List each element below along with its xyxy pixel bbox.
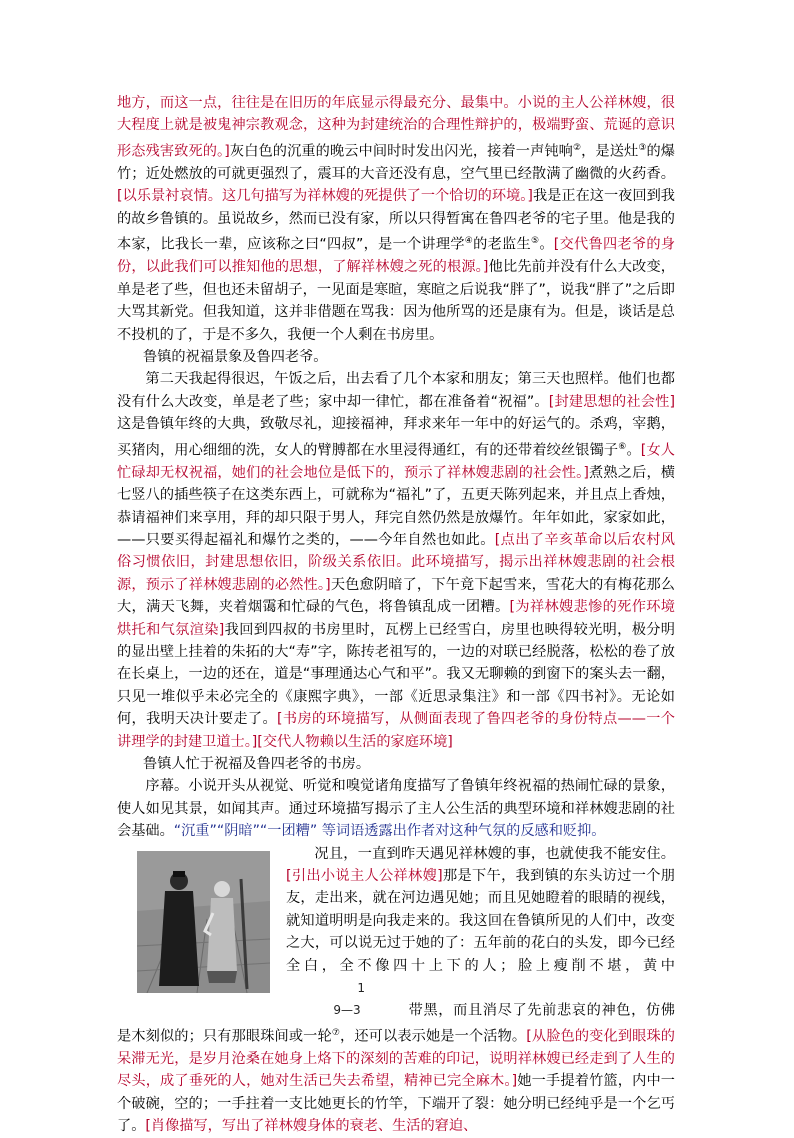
annotation: [以乐景衬哀情。这几句描写为祥林嫂的死提供了一个恰切的环境。] <box>117 188 533 205</box>
annotation: [女人忙碌却无权祝福，她们的社会地位是低下的，预示了祥林嫂悲剧的社会性。] <box>117 442 675 481</box>
annotation: [从脸色的变化到眼珠的呆滞无光，是岁月沧桑在她身上烙下的深刻的苦难的印记，说明祥林嫂已经走到了人生的尽头，成了垂死的人，她对生活已失去希望，精神已完全麻木。] <box>117 1028 675 1090</box>
annotation: [引出小说主人公祥林嫂] <box>286 868 443 885</box>
paragraph-3: 序幕。小说开头从视觉、听觉和嗅觉诸角度描写了鲁镇年终祝福的热闹忙碌的景象，使人如见其景，如闻其声。通过环境描写揭示了主人公生活的典型环境和祥林嫂悲剧的社会基础。“沉重”“阴暗”“一团糟” 等词语透露出作者对这种气氛的反感和贬抑。 <box>117 778 675 840</box>
blue-note: “沉重”“阴暗”“一团糟” 等词语透露出作者对这种气氛的反感和贬抑。 <box>173 823 606 840</box>
paragraph-4: 况且，一直到昨天遇见祥林嫂的事，也就使我不能安住。[引出小说主人公祥林嫂]那是下午，我到镇的东头访过一个朋友，走出来，就在河边遇见她；而且见她瞪着的眼睛的视线，就知道明明是向我走来的。我这回在鲁镇所见的人们中，改变之大，可以说无过于她的了：五年前的花白的头发，即今已经全白，全不像四十上下的人；脸上瘦削不堪，黄中19—3 带黑，而且消尽了先前悲哀的神色，仿佛是木刻似的；只有那眼珠间或一轮⑦，还可以表示她是一个活物。[从脸色的变化到眼珠的呆滞无光，是岁月沧桑在她身上烙下的深刻的苦难的印记，说明祥林嫂已经走到了人生的尽头，成了垂死的人，她对生活已失去希望，精神已完全麻木。]她一手提着竹篮，内中一个破碗，空的；一手拄着一支比她更长的竹竿，下端开了裂：她分明已经纯乎是一个乞丐了。[肖像描写，写出了祥林嫂身体的衰老、生活的窘迫、 <box>117 845 675 1135</box>
annotation: [点出了辛亥革命以后农村风俗习惯依旧，封建思想依旧，阶级关系依旧。此环境描写，揭示出祥林嫂悲剧的社会根源，预示了祥林嫂悲剧的必然性。] <box>117 531 675 593</box>
annotation: [书房的环境描写，从侧面表现了鲁四老爷的身份特点——一个讲理学的封建卫道士。][交代人物赖以生活的家庭环境] <box>117 711 675 750</box>
paragraph-2: 第二天我起得很迟，午饭之后，出去看了几个本家和朋友；第三天也照样。他们也都没有什么大改变，单是老了些；家中却一律忙，都在准备着“祝福”。[封建思想的社会性]这是鲁镇年终的大典，致敬尽礼，迎接福神，拜求来年一年中的好运气的。杀鸡，宰鹅，买猪肉，用心细细的洗，女人的臂膊都在水里浸得通红，有的还带着绞丝银镯子⑥。[女人忙碌却无权祝福，她们的社会地位是低下的，预示了祥林嫂悲剧的社会性。]煮熟之后，横七竖八的插些筷子在这类东西上，可就称为“福礼”了，五更天陈列起来，并且点上香烛，恭请福神们来享用，拜的却只限于男人，拜完自然仍然是放爆竹。年年如此，家家如此，——只要买得起福礼和爆竹之类的，——今年自然也如此。[点出了辛亥革命以后农村风俗习惯依旧，封建思想依旧，阶级关系依旧。此环境描写，揭示出祥林嫂悲剧的社会根源，预示了祥林嫂悲剧的必然性。]天色愈阴暗了，下午竟下起雪来，雪花大的有梅花那么大，满天飞舞，夹着烟霭和忙碌的气色，将鲁镇乱成一团糟。[为祥林嫂悲惨的死作环境烘托和气氛渲染]我回到四叔的书房里时，瓦楞上已经雪白，房里也映得较光明，极分明的显出壁上挂着的朱拓的大“寿”字，陈抟老祖写的，一边的对联已经脱落，松松的卷了放在长桌上，一边的还在，道是“事理通达心气和平”。我又无聊赖的到窗下的案头去一翻，只见一堆似乎未必完全的《康熙字典》，一部《近思录集注》和一部《四书衬》。无论如何，我明天决计要走了。[书房的环境描写，从侧面表现了鲁四老爷的身份特点——一个讲理学的封建卫道士。][交代人物赖以生活的家庭环境] <box>117 371 676 750</box>
paragraph-1: 地方，而这一点，往往是在旧历的年底显示得最充分、最集中。小说的主人公祥林嫂，很大程度上就是被鬼神宗教观念，这种为封建统治的合理性辩护的，极端野蛮、荒诞的意识形态残害致死的。]灰白色的沉重的晚云中间时时发出闪光，接着一声钝响②，是送灶③的爆竹；近处燃放的可就更强烈了，震耳的大音还没有息，空气里已经散满了幽微的火药香。[以乐景衬哀情。这几句描写为祥林嫂的死提供了一个恰切的环境。]我是正在这一夜回到我的故乡鲁镇的。虽说故乡，然而已没有家，所以只得暂寓在鲁四老爷的宅子里。他是我的本家，比我长一辈，应该称之曰“四叔”，是一个讲理学④的老监生⑤。[交代鲁四老爷的身份，以此我们可以推知他的思想，了解祥林嫂之死的根源。]他比先前并没有什么大改变，单是老了些，但也还未留胡子，一见面是寒暄，寒暄之后说我“胖了”，说我“胖了”之后即大骂其新党。但我知道，这并非借题在骂我：因为他所骂的还是康有为。但是，谈话是总不投机的了，于是不多久，我便一个人剩在书房里。 <box>117 95 675 343</box>
annotation: [封建思想的社会性] <box>548 393 676 410</box>
annotation: [为祥林嫂悲惨的死作环境烘托和气氛渲染] <box>117 599 675 638</box>
document-page <box>117 92 675 1138</box>
annotation: [交代鲁四老爷的身份，以此我们可以推知他的思想，了解祥林嫂之死的根源。] <box>117 236 675 276</box>
xianglinsao-photo <box>137 851 270 993</box>
photo-illustration <box>137 851 270 993</box>
page-number: 19—3 <box>333 981 366 1018</box>
section-heading-2: 鲁镇人忙于祝福及鲁四老爷的书房。 <box>143 755 371 772</box>
section-heading-1: 鲁镇的祝福景象及鲁四老爷。 <box>143 348 328 365</box>
annotation: [肖像描写，写出了祥林嫂身体的衰老、生活的窘迫、 <box>145 1118 478 1135</box>
